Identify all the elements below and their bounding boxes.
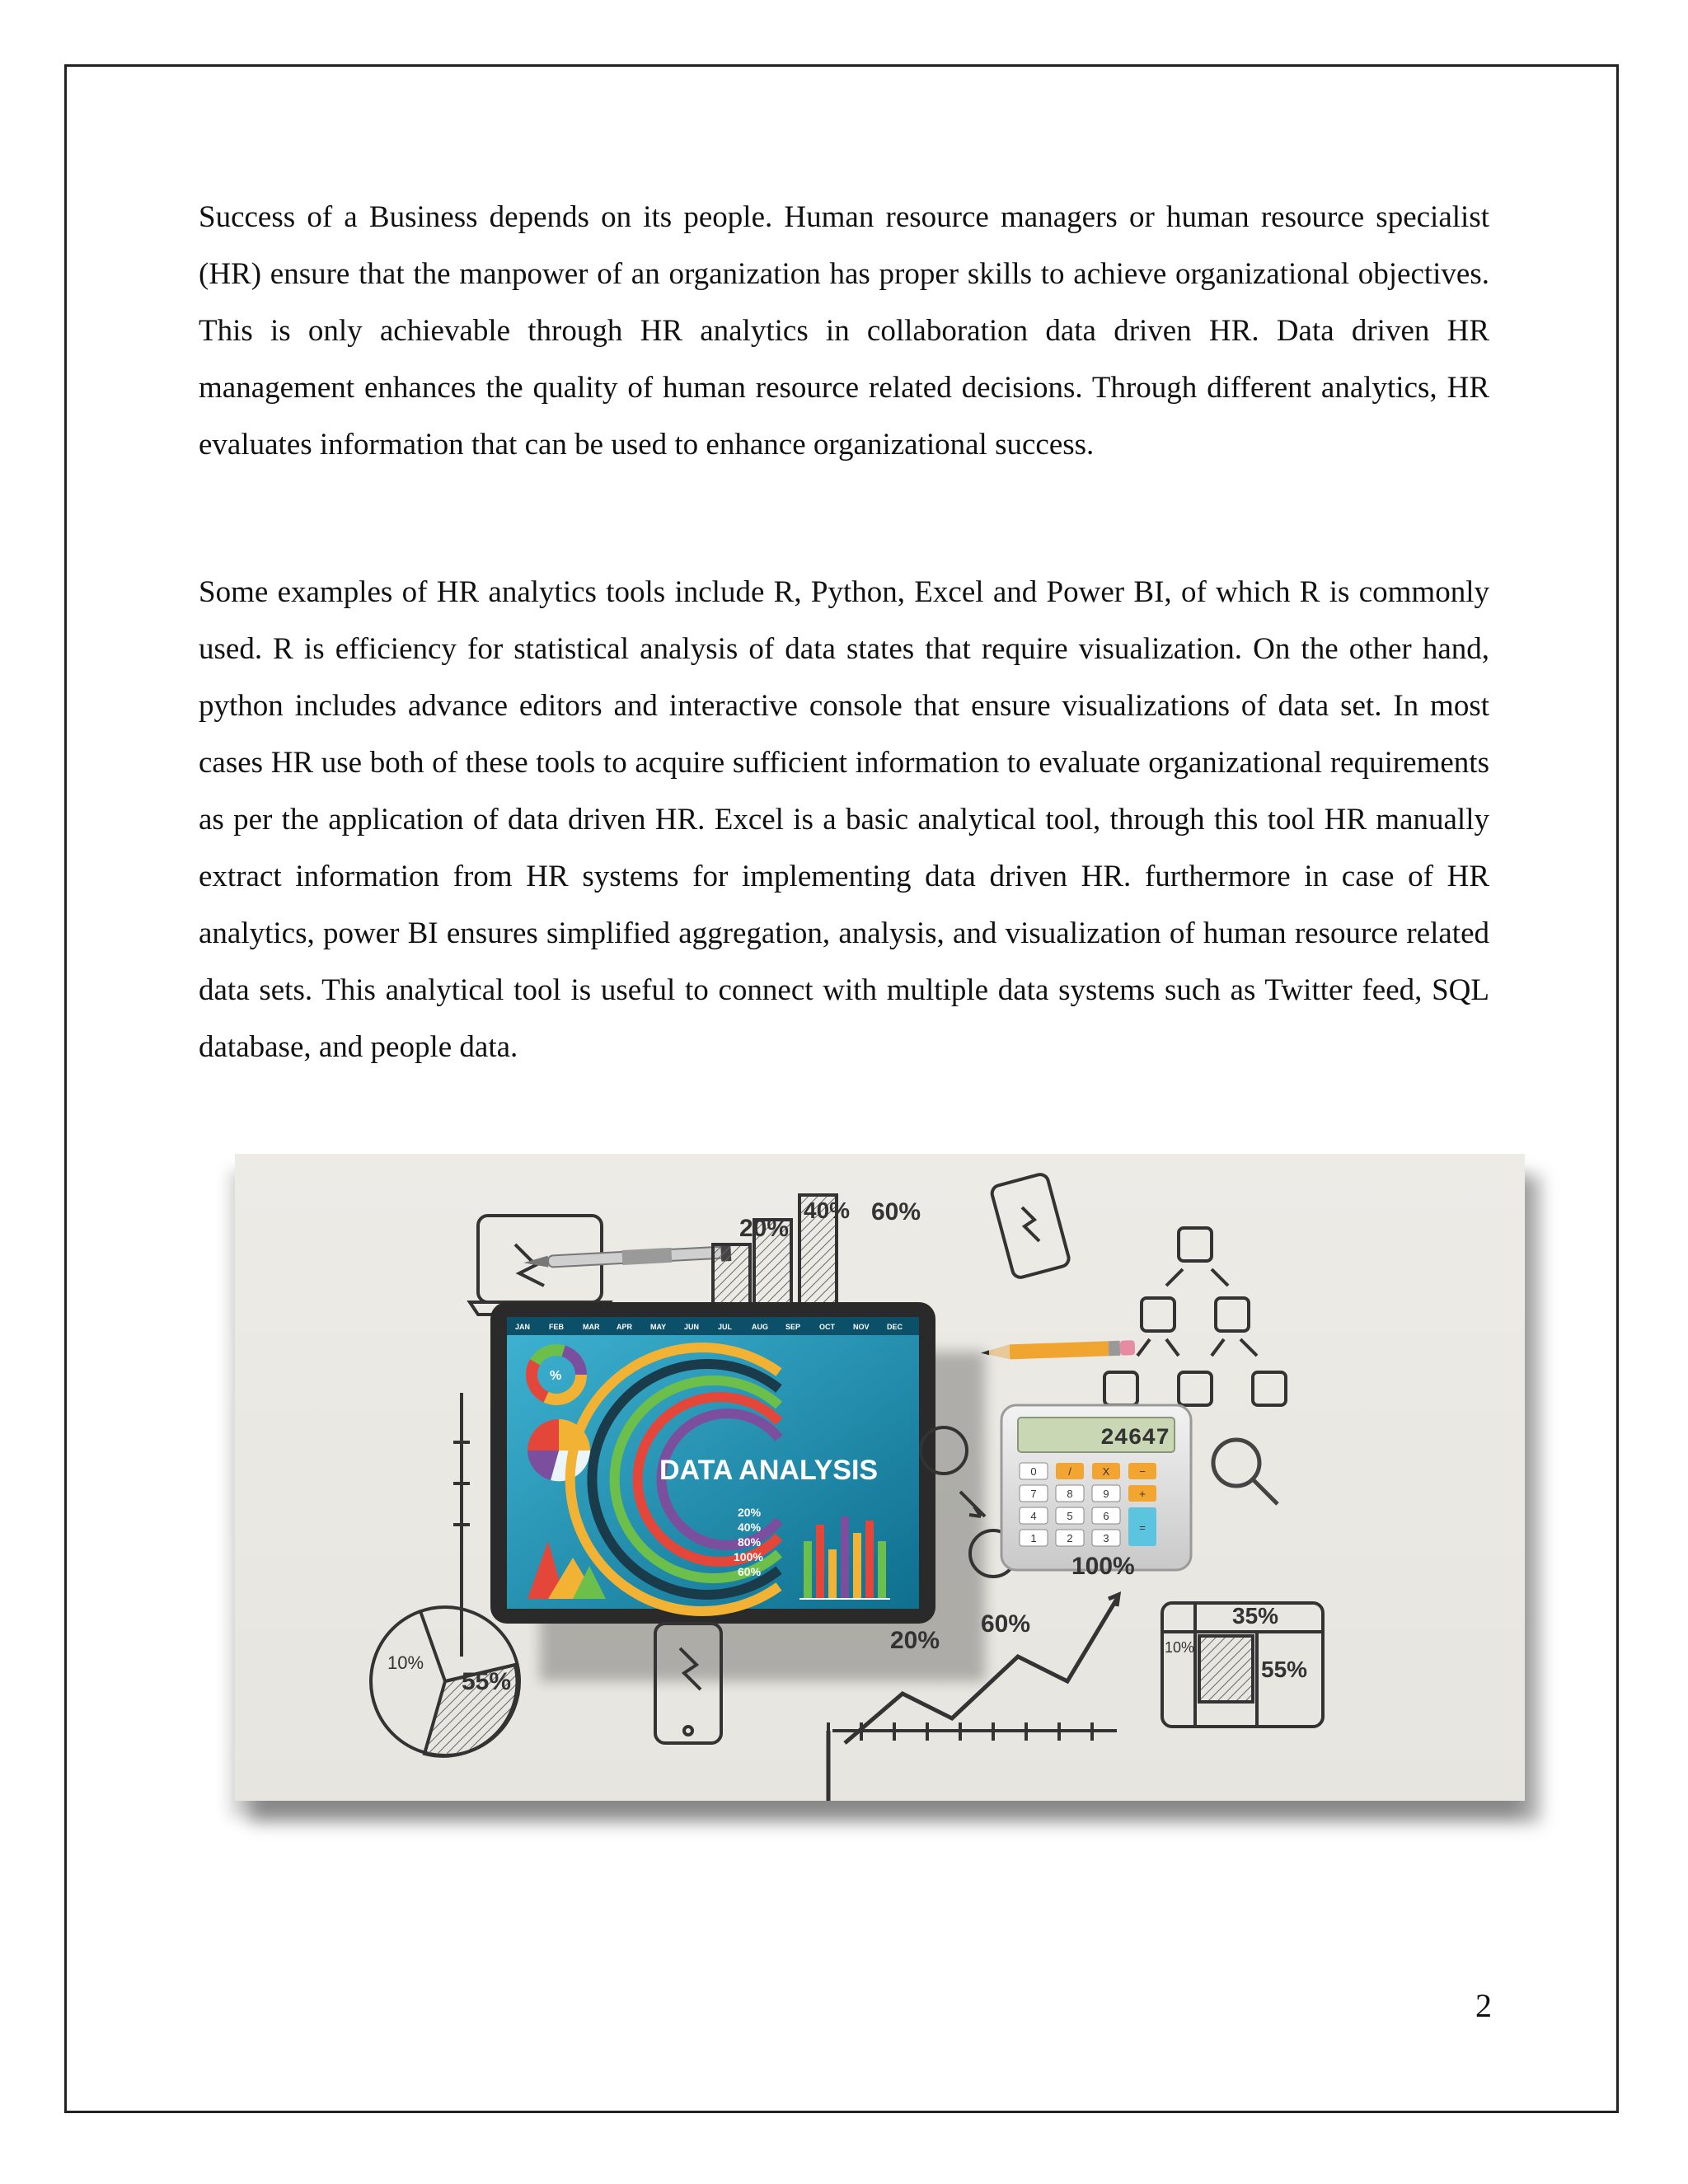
screen-percent: 100% (734, 1550, 763, 1563)
sketch-axis-left (453, 1393, 470, 1657)
paragraph-hr-success: Success of a Business depends on its people. Human resource managers or human resource specialist (HR) ensure that the manpower of an organization has proper skills to achieve organizational objectives. This is only achievable through HR analytics in collaboration data driven HR. Data driven HR management enhances the quality of human resource related decisions. Through different analytics, HR evaluates information that can be used to enhance organizational success. (199, 200, 1489, 462)
month-label: OCT (819, 1323, 835, 1331)
label-line-end: 100% (1071, 1553, 1135, 1580)
month-label: NOV (853, 1323, 870, 1331)
pencil (981, 1340, 1136, 1361)
label-bar-top: 60% (871, 1198, 921, 1226)
calculator-display-value: 24647 (1100, 1426, 1170, 1451)
magnifier-icon (1213, 1440, 1278, 1504)
calculator-key: = (1139, 1521, 1146, 1534)
calculator-key: − (1139, 1465, 1146, 1478)
label-line-mid: 60% (981, 1610, 1031, 1638)
label-bar-mid: 40% (804, 1197, 851, 1223)
calculator (1001, 1405, 1191, 1570)
label-box-right: 55% (1261, 1657, 1308, 1682)
calculator-key: / (1068, 1465, 1071, 1478)
calculator-key: 6 (1103, 1510, 1109, 1522)
sketch-bottom-axis (832, 1722, 1117, 1741)
month-label: JUN (684, 1323, 700, 1331)
month-label: MAY (650, 1323, 667, 1331)
label-box-top: 35% (1232, 1603, 1279, 1629)
screen-percent: 80% (738, 1535, 762, 1549)
sketch-phone-top (990, 1173, 1070, 1279)
month-label: JAN (515, 1323, 531, 1331)
calculator-key: 8 (1067, 1488, 1073, 1500)
screen-percentages (734, 1506, 763, 1578)
calculator-key: 0 (1030, 1465, 1037, 1478)
label-pie-small: 10% (387, 1652, 424, 1673)
data-analysis-illustration (235, 1154, 1525, 1801)
sketch-flowchart (1104, 1228, 1286, 1405)
screen-percent: 20% (738, 1506, 762, 1519)
svg-text:%: % (550, 1369, 562, 1383)
calculator-key: 4 (1030, 1510, 1037, 1522)
label-pie-large: 55% (462, 1668, 512, 1695)
month-label: AUG (752, 1323, 768, 1331)
calculator-key: 7 (1030, 1488, 1037, 1500)
pen (523, 1243, 732, 1272)
calculator-key: 9 (1103, 1488, 1109, 1500)
calculator-key: 2 (1067, 1532, 1073, 1544)
screen-title: DATA ANALYSIS (659, 1455, 879, 1486)
calculator-key: 1 (1030, 1532, 1037, 1544)
month-label: JUL (718, 1323, 733, 1331)
page-number: 2 (1475, 1987, 1492, 2024)
label-box-left: 10% (1165, 1639, 1195, 1656)
screen-percent: 40% (738, 1521, 762, 1534)
calculator-key: 5 (1067, 1510, 1073, 1522)
month-label: FEB (549, 1323, 564, 1331)
calculator-key: + (1139, 1488, 1146, 1500)
illustration-svg (235, 1154, 1525, 1801)
paragraph-hr-analytics-tools: Some examples of HR analytics tools include R, Python, Excel and Power BI, of which R is commonly used. R is efficiency for statistical analysis of data states that require visualization. On the other hand, python includes advance editors and interactive console that ensure visualizations of data set. In most cases HR use both of these tools to acquire sufficient information to evaluate organizational requirements as per the application of data driven HR. Excel is a basic analytical tool, through this tool HR manually extract information from HR systems for implementing data driven HR. furthermore in case of HR analytics, power BI ensures simplified aggregation, analysis, and visualization of human resource related data sets. This analytical tool is useful to connect with multiple data systems such as Twitter feed, SQL database, and people data. (199, 575, 1489, 1064)
tablet (490, 1302, 935, 1624)
calculator-key: 3 (1103, 1532, 1109, 1544)
month-label: SEP (785, 1323, 801, 1331)
month-label: APR (617, 1323, 633, 1331)
label-bar-low: 20% (739, 1215, 790, 1242)
calculator-key: X (1102, 1465, 1110, 1478)
month-label: MAR (583, 1323, 600, 1331)
screen-percent: 60% (738, 1565, 762, 1578)
label-line-start: 20% (890, 1627, 940, 1654)
month-label: DEC (887, 1323, 903, 1331)
